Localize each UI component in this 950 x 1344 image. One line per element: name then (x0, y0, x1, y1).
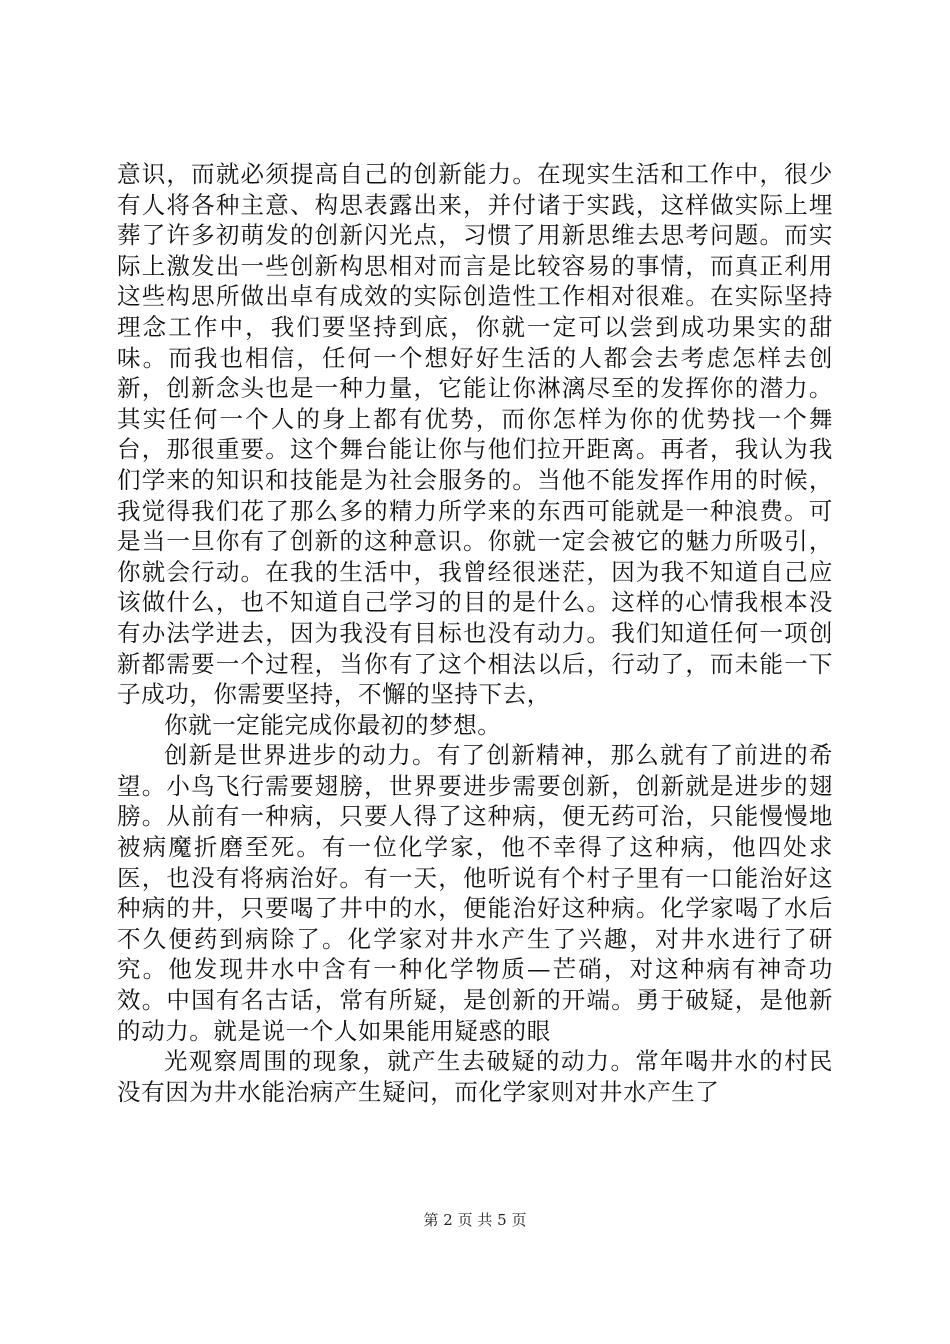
paragraph-2: 你就一定能完成你最初的梦想。 (164, 710, 502, 739)
page-number-footer: 第 2 页 共 5 页 (423, 1211, 527, 1229)
paragraph-3: 创新是世界进步的动力。有了创新精神，那么就有了前进的希望。小鸟飞行需要翅膀，世界要进步需要创新，创新就是进步的翅膀。从前有一种病，只要人得了这种病，便无药可治，只能慢慢地被病魔折磨至死。有一位化学家，他不幸得了这种病，他四处求医，也没有将病治好。有一天，他听说有个村子里有一口能治好这种病的井，只要喝了井中的水，便能治好这种病。化学家喝了水后不久便药到病除了。化学家对井水产生了兴趣，对井水进行了研究。他发现井水中含有一种化学物质—芒硝，对这种病有神奇功效。中国有名古话，常有所疑，是创新的开端。勇于破疑，是他新的动力。就是说一个人如果能用疑惑的眼 (117, 741, 833, 1045)
paragraph-4: 光观察周围的现象，就产生去破疑的动力。常年喝井水的村民没有因为井水能治病产生疑问，而化学家则对井水产生了 (117, 1047, 833, 1106)
body-text (117, 159, 833, 1107)
paragraph-1: 意识，而就必须提高自己的创新能力。在现实生活和工作中，很少有人将各种主意、构思表露出来，并付诸于实践，这样做实际上埋葬了许多初萌发的创新闪光点，习惯了用新思维去思考问题。而实际上激发出一些创新构思相对而言是比较容易的事情，而真正利用这些构思所做出卓有成效的实际创造性工作相对很难。在实际坚持理念工作中，我们要坚持到底，你就一定可以尝到成功果实的甜味。而我也相信，任何一个想好好生活的人都会去考虑怎样去创新，创新念头也是一种力量，它能让你淋漓尽至的发挥你的潜力。其实任何一个人的身上都有优势，而你怎样为你的优势找一个舞台，那很重要。这个舞台能让你与他们拉开距离。再者，我认为我们学来的知识和技能是为社会服务的。当他不能发挥作用的时候，我觉得我们花了那么多的精力所学来的东西可能就是一种浪费。可是当一旦你有了创新的这种意识。你就一定会被它的魅力所吸引，你就会行动。在我的生活中，我曾经很迷茫，因为我不知道自己应该做什么，也不知道自己学习的目的是什么。这样的心情我根本没有办法学进去，因为我没有目标也没有动力。我们知道任何一项创新都需要一个过程，当你有了这个相法以后，行动了，而未能一下子成功，你需要坚持，不懈的坚持下去， (117, 160, 833, 709)
